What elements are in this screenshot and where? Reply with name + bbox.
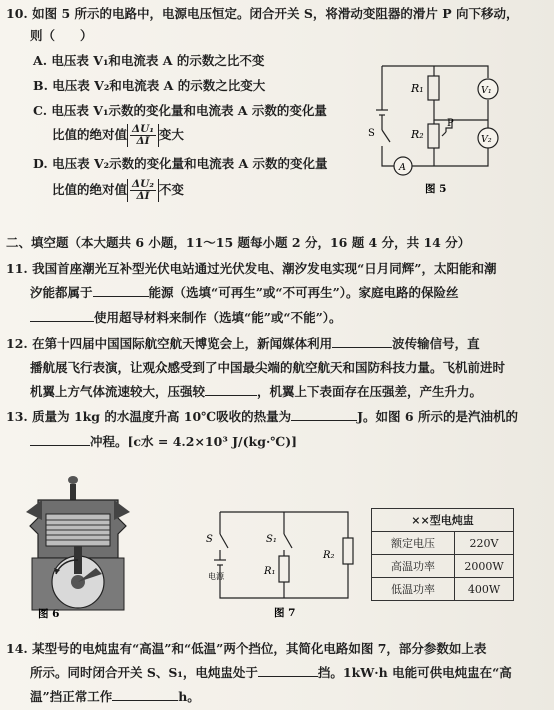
q12-blank-2[interactable] bbox=[205, 383, 257, 396]
q14-line3-start: 温”挡正常工作 bbox=[30, 689, 113, 704]
q11-blank-1[interactable] bbox=[93, 284, 149, 297]
q10-option-c-label: 比值的绝对值 bbox=[52, 127, 128, 142]
table-row bbox=[372, 578, 514, 601]
q14-blank-2[interactable] bbox=[112, 688, 178, 701]
q11-line1: 11. 我国首座潮光互补型光伏电站通过光伏发电、潮汐发电实现“日月同辉”，太阳能和潮 bbox=[6, 261, 497, 276]
fig7-caption: 图 7 bbox=[274, 607, 296, 619]
q13-blank-2[interactable] bbox=[30, 433, 90, 446]
spec-key: 高温功率 bbox=[372, 555, 455, 578]
q12-blank-1[interactable] bbox=[332, 335, 392, 348]
q10-option-d-tail: 不变 bbox=[158, 182, 184, 197]
fig7-label-source: 电源 bbox=[208, 572, 224, 581]
q11-line2-end: 能源（选填“可再生”或“不可再生”）。家庭电路的保险丝 bbox=[148, 285, 459, 300]
fig5-label-r2: R₂ bbox=[411, 128, 424, 141]
spec-key: 额定电压 bbox=[372, 532, 455, 555]
spec-value: 400W bbox=[455, 578, 514, 601]
q13-line2 bbox=[30, 433, 297, 450]
q10-option-d-line1: D. 电压表 V₂示数的变化量和电流表 A 示数的变化量 bbox=[33, 156, 328, 171]
q10-option-c-fraction bbox=[127, 124, 159, 147]
q10-option-c-line1: C. 电压表 V₁示数的变化量和电流表 A 示数的变化量 bbox=[33, 103, 327, 118]
table-row bbox=[372, 532, 514, 555]
fig7-label-r1: R₁ bbox=[264, 566, 276, 577]
q14-line3-end: h。 bbox=[178, 689, 200, 704]
q14-line2 bbox=[30, 664, 512, 681]
q12-line3 bbox=[30, 383, 482, 400]
q10-option-c-line2 bbox=[52, 124, 184, 147]
q12-line2: 播航展飞行表演，让观众感受到了中国最尖端的航空航天和国防科技力量。飞机前进时 bbox=[30, 360, 506, 375]
fig7-label-s1: S₁ bbox=[266, 534, 277, 545]
q10-option-d-label: 比值的绝对值 bbox=[52, 182, 128, 197]
q10-stem-line2: 则（ ） bbox=[30, 28, 93, 43]
q10-option-d-line2 bbox=[52, 179, 184, 202]
q14-line1: 14. 某型号的电炖盅有“高温”和“低温”两个挡位，其简化电路如图 7，部分参数如上表 bbox=[6, 641, 487, 656]
q12-line3-start: 机翼上方气体流速较大，压强较 bbox=[30, 384, 206, 399]
q10-option-c-tail: 变大 bbox=[158, 127, 184, 142]
q10-option-a: A. 电压表 V₁和电流表 A 的示数之比不变 bbox=[33, 53, 265, 68]
fig5-label-a: A bbox=[399, 162, 406, 173]
q10-stem-line1: 10. 如图 5 所示的电路中，电源电压恒定。闭合开关 S，将滑动变阻器的滑片 P 向下移动， bbox=[6, 6, 519, 21]
fig5-label-v1: V₁ bbox=[481, 85, 492, 96]
q10-option-c-denominator: ΔI bbox=[136, 135, 150, 147]
q13-blank-1[interactable] bbox=[291, 408, 357, 421]
fig7-label-s: S bbox=[206, 534, 213, 545]
q11-line2-start: 汐能都属于 bbox=[30, 285, 93, 300]
q11-line2 bbox=[30, 284, 459, 301]
q14-blank-1[interactable] bbox=[258, 664, 318, 677]
q11-blank-2[interactable] bbox=[30, 309, 94, 322]
spec-table-title-row bbox=[372, 509, 514, 532]
q10-option-b: B. 电压表 V₂和电流表 A 的示数之比变大 bbox=[33, 78, 266, 93]
fig7-label-r2: R₂ bbox=[323, 550, 335, 561]
q12-line1 bbox=[6, 335, 480, 352]
q10-option-c-numerator: ΔU₁ bbox=[132, 123, 154, 135]
q12-line1-start: 12. 在第十四届中国国际航空航天博览会上，新闻媒体利用 bbox=[6, 336, 333, 351]
q12-line3-end: ，机翼上下表面存在压强差，产生升力。 bbox=[257, 384, 483, 399]
q13-line1-end: J。如图 6 所示的是汽油机的 bbox=[357, 409, 518, 424]
fig5-caption: 图 5 bbox=[425, 183, 447, 195]
q11-line3 bbox=[30, 309, 342, 326]
spec-value: 220V bbox=[455, 532, 514, 555]
q13-line2-end: 冲程。[c水 = 4.2×10³ J/(kg·℃)] bbox=[90, 434, 298, 449]
spec-table bbox=[371, 508, 514, 601]
fig5-label-p: P bbox=[447, 118, 454, 129]
table-row bbox=[372, 555, 514, 578]
q14-line2-end: 挡。1kW·h 电能可供电炖盅在“高 bbox=[317, 665, 512, 680]
fig5-label-s: S bbox=[368, 128, 375, 139]
figure-5-circuit bbox=[368, 58, 518, 198]
q12-line1-end: 波传输信号，直 bbox=[392, 336, 480, 351]
section-2-title: 二、填空题（本大题共 6 小题，11～15 题每小题 2 分，16 题 4 分，共 14 分） bbox=[6, 235, 471, 250]
fig5-label-r1: R₁ bbox=[411, 82, 424, 95]
figure-6-engine-illustration bbox=[18, 470, 178, 620]
q14-line3 bbox=[30, 688, 200, 705]
q13-line1-start: 13. 质量为 1kg 的水温度升高 10℃吸收的热量为 bbox=[6, 409, 292, 424]
q10-option-d-fraction bbox=[127, 179, 159, 202]
q11-line3-end: 使用超导材料来制作（选填“能”或“不能”）。 bbox=[94, 310, 342, 325]
q14-line2-start: 所示。同时闭合开关 S、S₁，电炖盅处于 bbox=[30, 665, 258, 680]
fig5-label-v2: V₂ bbox=[481, 134, 492, 145]
fig6-caption: 图 6 bbox=[38, 608, 60, 620]
spec-value: 2000W bbox=[455, 555, 514, 578]
q13-line1 bbox=[6, 408, 518, 425]
q10-option-d-denominator: ΔI bbox=[136, 190, 150, 202]
spec-table-title: ××型电炖盅 bbox=[372, 509, 514, 532]
figure-7-circuit bbox=[198, 502, 358, 620]
spec-key: 低温功率 bbox=[372, 578, 455, 601]
q10-option-d-numerator: ΔU₂ bbox=[132, 178, 154, 190]
